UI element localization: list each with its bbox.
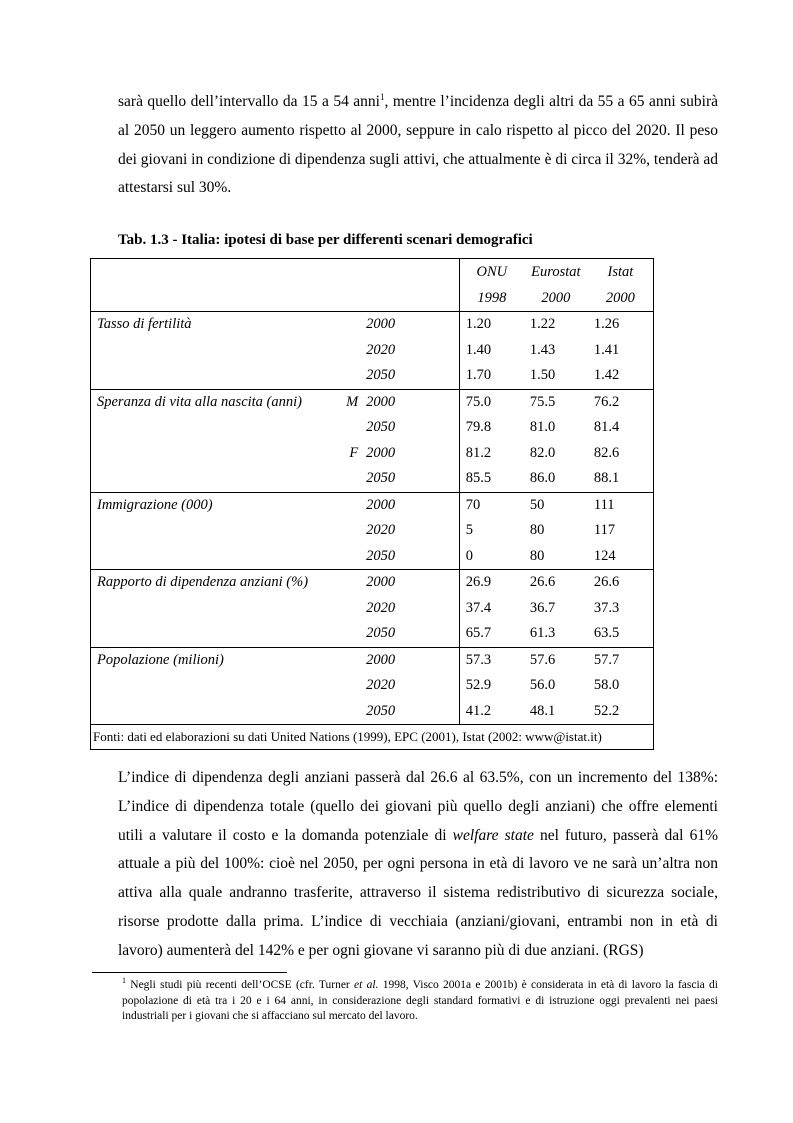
row-year: 2000 bbox=[362, 389, 459, 415]
row-year: 2050 bbox=[366, 702, 396, 719]
cell-eurostat: 56.0 bbox=[529, 677, 556, 694]
row-sex bbox=[340, 596, 362, 622]
row-sex bbox=[340, 570, 362, 596]
row-label bbox=[91, 518, 341, 544]
cell-eurostat: 82.0 bbox=[529, 444, 556, 461]
row-label bbox=[91, 363, 341, 389]
table-source: Fonti: dati ed elaborazioni su dati United Nations (1999), EPC (2001), Istat (2002: www@istat.it) bbox=[91, 725, 654, 750]
paragraph-analysis-text-cont: nel futuro, passerà dal 61% attuale a più del 100%: cioè nel 2050, per ogni persona in età di lavoro ve ne sarà un’altra non attiva alla quale andranno trasferite, attraverso il sistema redistributivo di sicurezza sociale, risorse prodotte dalla prima. L’indice di vecchiaia (anziani/giovani, entrambi non in età di lavoro) aumenterà del 142% e per ogni giovane vi saranno più di due anziani. (RGS) bbox=[118, 826, 718, 959]
row-sex bbox=[340, 621, 362, 647]
row-year: 2020 bbox=[366, 599, 396, 616]
footnote-divider bbox=[92, 972, 287, 973]
cell-onu: 5 bbox=[459, 518, 524, 544]
table-row bbox=[91, 699, 654, 725]
cell-eurostat: 50 bbox=[524, 492, 588, 518]
cell-onu: 1.20 bbox=[459, 312, 524, 338]
cell-eurostat: 80 bbox=[529, 522, 545, 539]
cell-istat: 82.6 bbox=[593, 444, 620, 461]
cell-eurostat: 26.6 bbox=[524, 570, 588, 596]
cell-eurostat: 1.50 bbox=[529, 367, 556, 384]
cell-eurostat: 48.1 bbox=[529, 702, 556, 719]
row-label bbox=[91, 441, 341, 467]
row-label bbox=[91, 673, 341, 699]
header-eurostat-year: 2000 bbox=[541, 289, 571, 306]
row-sex bbox=[340, 312, 362, 338]
cell-onu: 75.0 bbox=[459, 389, 524, 415]
cell-istat: 26.6 bbox=[588, 570, 654, 596]
table-header-row-1 bbox=[91, 259, 654, 286]
row-sex bbox=[340, 518, 362, 544]
table-row bbox=[91, 338, 654, 364]
row-label: Rapporto di dipendenza anziani (%) bbox=[91, 570, 341, 596]
row-sex bbox=[340, 699, 362, 725]
cell-istat: 117 bbox=[593, 522, 616, 539]
row-label bbox=[91, 415, 341, 441]
cell-onu: 81.2 bbox=[459, 441, 524, 467]
cell-onu: 79.8 bbox=[459, 415, 524, 441]
cell-onu: 57.3 bbox=[459, 647, 524, 673]
row-label: Popolazione (milioni) bbox=[91, 647, 341, 673]
table-row bbox=[91, 389, 654, 415]
cell-istat: 1.26 bbox=[588, 312, 654, 338]
row-year: 2050 bbox=[366, 419, 396, 436]
table-row bbox=[91, 647, 654, 673]
table-row bbox=[91, 466, 654, 492]
row-year: 2050 bbox=[366, 547, 396, 564]
table-row bbox=[91, 441, 654, 467]
row-year: 2050 bbox=[366, 625, 396, 642]
row-year: 2020 bbox=[366, 677, 396, 694]
cell-istat: 63.5 bbox=[593, 625, 620, 642]
row-year: 2000 bbox=[362, 570, 459, 596]
paragraph-intro-text-cont: , mentre l’incidenza degli altri da 55 a 65 anni subirà al 2050 un leggero aumento rispetto al 2000, seppure in calo rispetto al picco del 2020. Il peso dei giovani in condizione di dipendenza sugli attivi, che attualmente è di circa il 32%, tenderà ad attestarsi sul 30%. bbox=[118, 93, 718, 197]
cell-eurostat: 57.6 bbox=[524, 647, 588, 673]
cell-istat: 52.2 bbox=[593, 702, 620, 719]
row-year: 2050 bbox=[366, 470, 396, 487]
table-row bbox=[91, 492, 654, 518]
row-label: Immigrazione (000) bbox=[91, 492, 341, 518]
table-row bbox=[91, 570, 654, 596]
cell-onu: 37.4 bbox=[459, 596, 524, 622]
paragraph-analysis-text: L’indice di dipendenza degli anziani passerà dal 26.6 al 63.5%, con un incremento del 138%: L’indice di dipendenza totale (quello dei giovani più quello degli anziani) che offre elementi utili a valutare il costo e la domanda potenziale di bbox=[118, 769, 718, 844]
cell-istat: 81.4 bbox=[593, 419, 620, 436]
row-sex bbox=[340, 647, 362, 673]
row-sex: M bbox=[340, 389, 362, 415]
footnote-italic: et al. bbox=[354, 979, 379, 991]
row-year: 2000 bbox=[362, 492, 459, 518]
cell-istat: 124 bbox=[593, 547, 616, 564]
cell-istat: 1.42 bbox=[593, 367, 620, 384]
cell-istat: 76.2 bbox=[588, 389, 654, 415]
cell-eurostat: 80 bbox=[529, 547, 545, 564]
row-label bbox=[91, 596, 341, 622]
row-sex: F bbox=[349, 444, 359, 461]
cell-istat: 88.1 bbox=[593, 470, 620, 487]
table-row bbox=[91, 621, 654, 647]
paragraph-analysis-italic: welfare state bbox=[452, 826, 534, 844]
table-header-row-2 bbox=[91, 285, 654, 312]
table-row bbox=[91, 363, 654, 389]
cell-eurostat: 1.43 bbox=[529, 341, 556, 358]
row-label bbox=[91, 338, 341, 364]
row-label bbox=[91, 699, 341, 725]
footnote-text-cont: 1998, Visco 2001a e 2001b) è considerata in età di lavoro la fascia di popolazione di età tra i 20 e i 64 anni, in considerazione degli standard formativi e di istruzione oggi prevalenti nei paesi industriali per i giovani che si affacciano sul mercato del lavoro. bbox=[122, 979, 718, 1022]
header-onu-year: 1998 bbox=[459, 285, 524, 312]
footnote bbox=[122, 978, 718, 1025]
row-label bbox=[91, 544, 341, 570]
row-year: 2050 bbox=[366, 367, 396, 384]
table-row bbox=[91, 518, 654, 544]
cell-onu: 41.2 bbox=[459, 699, 524, 725]
cell-istat: 1.41 bbox=[593, 341, 620, 358]
cell-eurostat: 36.7 bbox=[529, 599, 556, 616]
cell-onu: 70 bbox=[459, 492, 524, 518]
table-row bbox=[91, 312, 654, 338]
table-caption: Tab. 1.3 - Italia: ipotesi di base per differenti scenari demografici bbox=[118, 232, 533, 248]
cell-onu: 52.9 bbox=[459, 673, 524, 699]
cell-eurostat: 81.0 bbox=[529, 419, 556, 436]
cell-onu: 1.70 bbox=[459, 363, 524, 389]
cell-eurostat: 75.5 bbox=[524, 389, 588, 415]
paragraph-analysis bbox=[118, 764, 718, 966]
row-sex bbox=[340, 363, 362, 389]
header-istat-year: 2000 bbox=[605, 289, 635, 306]
cell-istat: 57.7 bbox=[588, 647, 654, 673]
row-year: 2000 bbox=[362, 312, 459, 338]
footnote-mark: 1 bbox=[122, 976, 126, 985]
cell-eurostat: 1.22 bbox=[524, 312, 588, 338]
row-year: 2000 bbox=[366, 444, 396, 461]
table-row bbox=[91, 673, 654, 699]
header-onu: ONU bbox=[459, 259, 524, 286]
cell-istat: 111 bbox=[588, 492, 654, 518]
cell-istat: 58.0 bbox=[593, 677, 620, 694]
row-label bbox=[91, 466, 341, 492]
row-label: Speranza di vita alla nascita (anni) bbox=[91, 389, 341, 415]
demographic-scenarios-table bbox=[90, 258, 654, 750]
cell-eurostat: 86.0 bbox=[529, 470, 556, 487]
row-sex bbox=[340, 673, 362, 699]
row-sex bbox=[340, 492, 362, 518]
cell-onu: 65.7 bbox=[459, 621, 524, 647]
row-year: 2020 bbox=[366, 341, 396, 358]
footnote-text: Negli studi più recenti dell’OCSE (cfr. Turner bbox=[126, 979, 355, 991]
table-row bbox=[91, 415, 654, 441]
header-istat: Istat bbox=[607, 263, 634, 280]
row-sex bbox=[340, 466, 362, 492]
cell-onu: 26.9 bbox=[459, 570, 524, 596]
cell-onu: 0 bbox=[459, 544, 524, 570]
paragraph-intro bbox=[118, 88, 718, 203]
row-year: 2020 bbox=[366, 522, 396, 539]
header-eurostat: Eurostat bbox=[531, 263, 581, 280]
row-label bbox=[91, 621, 341, 647]
cell-istat: 37.3 bbox=[593, 599, 620, 616]
row-year: 2000 bbox=[362, 647, 459, 673]
row-sex bbox=[340, 338, 362, 364]
row-sex bbox=[340, 415, 362, 441]
cell-eurostat: 61.3 bbox=[529, 625, 556, 642]
cell-onu: 1.40 bbox=[459, 338, 524, 364]
cell-onu: 85.5 bbox=[459, 466, 524, 492]
row-label: Tasso di fertilità bbox=[91, 312, 341, 338]
table-row bbox=[91, 544, 654, 570]
table-row bbox=[91, 596, 654, 622]
row-sex bbox=[340, 544, 362, 570]
paragraph-intro-text: sarà quello dell’intervallo da 15 a 54 anni bbox=[118, 93, 380, 110]
table-source-row bbox=[91, 725, 654, 750]
footnote-reference[interactable]: 1 bbox=[380, 92, 385, 102]
